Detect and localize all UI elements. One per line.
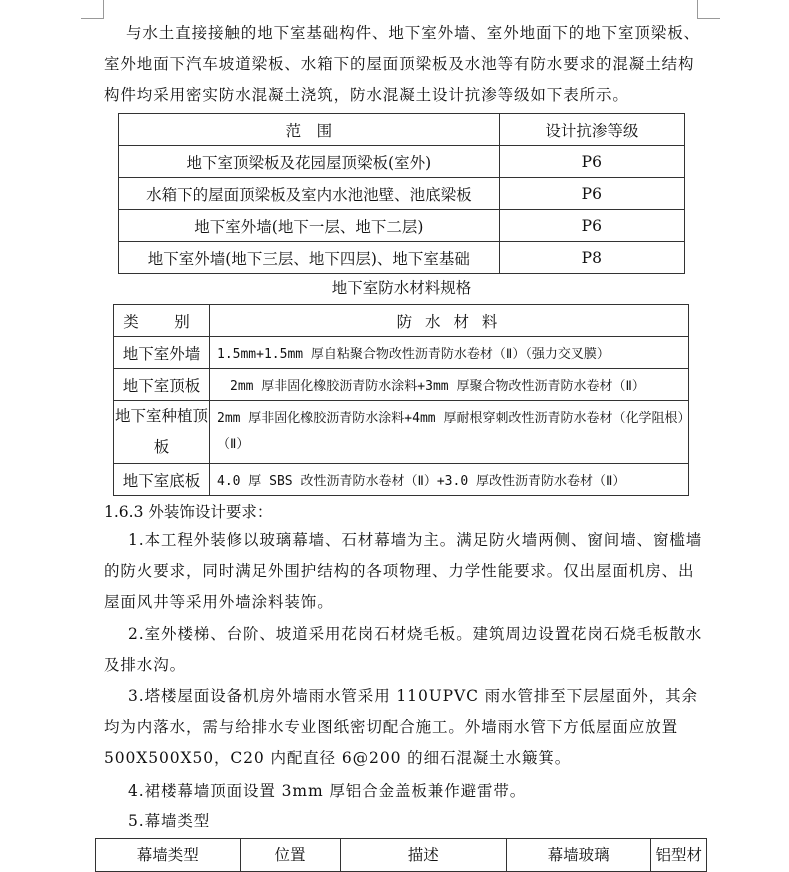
seepage-grade-table — [118, 113, 685, 274]
material-cell: 4.0 厚 SBS 改性沥青防水卷材（Ⅱ）+3.0 厚改性沥青防水卷材（Ⅱ） — [210, 464, 689, 496]
header-scope: 范 围 — [119, 114, 500, 146]
table-row — [119, 146, 685, 178]
header-description: 描述 — [340, 839, 506, 872]
table-row — [114, 369, 689, 401]
page-corner-mark-left — [81, 0, 104, 19]
intro-paragraph: 与水土直接接触的地下室基础构件、地下室外墙、室外地面下的地下室顶梁板、室外地面下汽车坡道梁板、水箱下的屋面顶梁板及水池等有防水要求的混凝土结构构件均采用密实防水混凝土浇筑，防水混凝土设计抗渗等级如下表所示。 — [104, 24, 701, 104]
page-corner-mark-right — [697, 0, 720, 19]
grade-cell: P6 — [499, 210, 684, 242]
header-wall-type: 幕墙类型 — [96, 839, 241, 872]
table-row — [119, 178, 685, 210]
requirement-item: 5.幕墙类型 — [128, 812, 211, 830]
material-cell: 1.5mm+1.5mm 厚自粘聚合物改性沥青防水卷材（Ⅱ）（强力交叉膜） — [210, 337, 689, 369]
material-cell: 2mm 厚非固化橡胶沥青防水涂料+3mm 厚聚合物改性沥青防水卷材（Ⅱ） — [210, 369, 689, 401]
category-cell: 地下室底板 — [114, 464, 210, 496]
grade-cell: P6 — [499, 146, 684, 178]
category-cell: 地下室顶板 — [114, 369, 210, 401]
grade-cell: P6 — [499, 178, 684, 210]
requirement-item: 2.室外楼梯、台阶、坡道采用花岗石材烧毛板。建筑周边设置花岗石烧毛板散水及排水沟。 — [104, 625, 703, 674]
material-cell: 2mm 厚非固化橡胶沥青防水涂料+4mm 厚耐根穿刺改性沥青防水卷材（化学阻根）（Ⅱ） — [210, 401, 689, 464]
header-grade: 设计抗渗等级 — [499, 114, 684, 146]
table-header-row — [96, 839, 707, 872]
table-header-row — [114, 305, 689, 337]
category-cell: 地下室外墙 — [114, 337, 210, 369]
table-row — [119, 210, 685, 242]
header-location: 位置 — [240, 839, 340, 872]
curtain-wall-table — [95, 838, 707, 872]
grade-cell: P8 — [499, 242, 684, 274]
table-header-row — [119, 114, 685, 146]
table-row — [114, 464, 689, 496]
table-row — [114, 337, 689, 369]
header-aluminum: 铝型材 — [651, 839, 707, 872]
header-glass: 幕墙玻璃 — [506, 839, 651, 872]
section-heading: 1.6.3 外装饰设计要求： — [104, 503, 273, 521]
requirement-item: 3.塔楼屋面设备机房外墙雨水管采用 110UPVC 雨水管排至下层屋面外，其余均为内落水，需与给排水专业图纸密切配合施工。外墙雨水管下方低屋面应放置500X500X50，C20 内配直径 6@200 的细石混凝土水簸箕。 — [104, 687, 698, 767]
scope-cell: 水箱下的屋面顶梁板及室内水池池壁、池底梁板 — [119, 178, 500, 210]
table-row — [114, 401, 689, 464]
category-cell: 地下室种植顶板 — [114, 401, 210, 464]
table-row — [119, 242, 685, 274]
requirement-item: 4.裙楼幕墙顶面设置 3mm 厚铝合金盖板兼作避雷带。 — [128, 782, 527, 800]
scope-cell: 地下室外墙(地下三层、地下四层)、地下室基础 — [119, 242, 500, 274]
waterproof-material-table — [113, 304, 689, 496]
scope-cell: 地下室顶梁板及花园屋顶梁板(室外) — [119, 146, 500, 178]
header-material: 防 水 材 料 — [210, 305, 689, 337]
header-category: 类 别 — [114, 305, 210, 337]
requirement-item: 1.本工程外装修以玻璃幕墙、石材幕墙为主。满足防火墙两侧、窗间墙、窗槛墙的防火要求，同时满足外围护结构的各项物理、力学性能要求。仅出屋面机房、出屋面风井等采用外墙涂料装饰。 — [104, 531, 703, 611]
material-table-caption: 地下室防水材料规格 — [331, 279, 472, 297]
scope-cell: 地下室外墙(地下一层、地下二层) — [119, 210, 500, 242]
